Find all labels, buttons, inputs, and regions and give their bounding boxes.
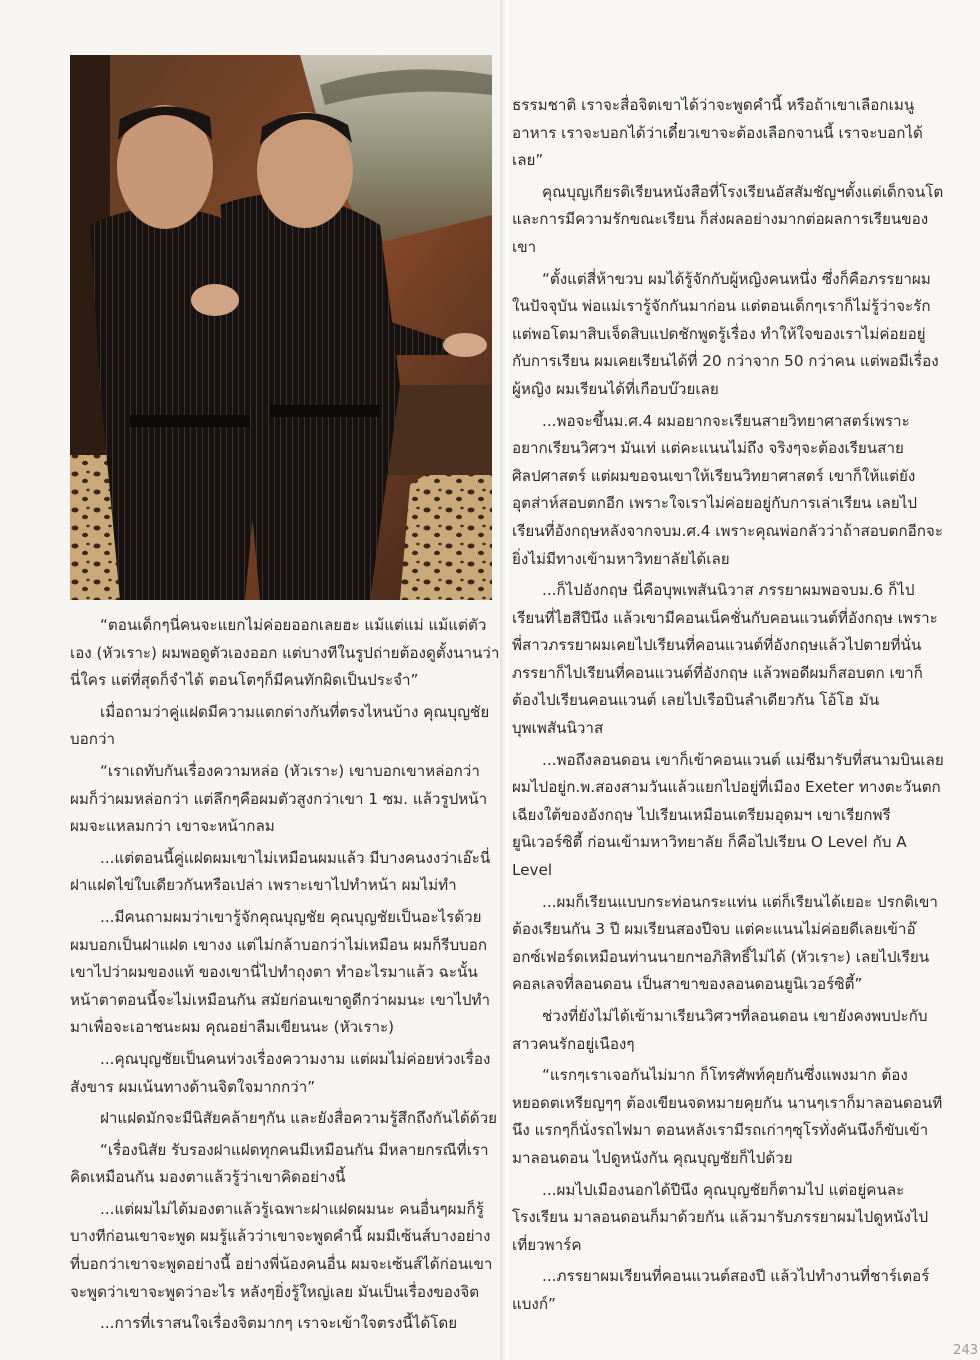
paragraph: ...แต่ตอนนี้คู่แฝดผมเขาไม่เหมือนผมแล้ว มีบางคนงงว่าเอ๊ะนี่ฝาแฝดไข่ใบเดียวกันหรือเปล่า เพราะเขาไปทำหน้า ผมไม่ทำ <box>70 848 491 895</box>
paragraph: ...คุณบุญชัยเป็นคนห่วงเรื่องความงาม แต่ผมไม่ค่อยห่วงเรื่องสังขาร ผมเน้นทางด้านจิตใจมากกว่า” <box>70 1049 491 1096</box>
paragraph: ...ผมไปเมืองนอกได้ปีนึง คุณบุญชัยก็ตามไป แต่อยู่คนละโรงเรียน มาลอนดอนก็มาด้วยกัน แล้วมารับภรรยาผมไปดูหนังไปเที่ยวพาร์ค <box>512 1180 929 1254</box>
paragraph: ฝาแฝดมักจะมีนิสัยคล้ายๆกัน และยังสื่อความรู้สึกถึงกันได้ด้วย <box>100 1109 498 1128</box>
paragraph: ...ภรรยาผมเรียนที่คอนแวนต์สองปี แล้วไปทำงานที่ชาร์เตอร์แบงก์” <box>512 1267 930 1313</box>
right-column-text <box>512 92 944 1323</box>
paragraph: ...ผมก็เรียนแบบกระท่อนกระแท่น แต่ก็เรียนได้เยอะ ปรกติเขาต้องเรียนกัน 3 ปี ผมเรียนสองปีจบ แต่คะแนนไม่ค่อยดีเลยเข้าอ๊อกซ์เฟอร์ดเหมือนท่านนายกฯอภิสิทธิ์ไม่ได้ (หัวเราะ) เลยไปเรียนคอลเลจที่ลอนดอน เป็นสาขาของลอนดอนยูนิเวอร์ซิตี้” <box>512 892 938 994</box>
paragraph: ...พอจะขึ้นม.ศ.4 ผมอยากจะเรียนสายวิทยาศาสตร์เพราะอยากเรียนวิศวฯ มันเท่ แต่คะแนนไม่ถึง จริงๆจะต้องเรียนสายศิลปศาสตร์ แต่ผมขอจนเขาให้เรียนวิทยาศาสตร์ เขาก็ให้แต่ยังอุตส่าห์สอบตกอีก เพราะใจเราไม่ค่อยอยู่กับการเล่าเรียน เลยไปเรียนที่อังกฤษหลังจากจบม.ศ.4 เพราะคุณพ่อกลัวว่าถ้าสอบตกอีกจะยิ่งไม่มีทางเข้ามหาวิทยาลัยได้เลย <box>512 411 943 568</box>
left-column-text <box>70 612 500 1342</box>
paragraph: ...การที่เราสนใจเรื่องจิตมากๆ เราจะเข้าใจตรงนี้ได้โดย <box>100 1314 458 1333</box>
paragraph: “ตอนเด็กๆนี่คนจะแยกไม่ค่อยออกเลยฮะ แม้แต่แม่ แม้แต่ตัวเอง (หัวเราะ) ผมพอดูตัวเองออก แต่บางทีในรูปถ่ายต้องดูตั้งนานว่านี่ใคร แต่ที่สุดก็จำได้ ตอนโตๆก็มีคนทักผิดเป็นประจำ” <box>70 616 500 690</box>
page-gutter <box>500 0 512 1360</box>
paragraph: ...ก็ไปอังกฤษ นี่คือบุพเพสันนิวาส ภรรยาผมพอจบม.6 ก็ไปเรียนที่ไฮสีปีนึง แล้วเขามีคอนเน็คชั่นกับคอนแวนต์ที่อังกฤษ เพราะพี่สาวภรรยาผมเคยไปเรียนที่คอนแวนต์ที่อังกฤษแล้วไปตายที่นั่น ภรรยาก็ไปเรียนที่คอนแวนต์ที่อังกฤษ แล้วพอดีผมก็สอบตก เขาก็ต้องไปเรียนคอนแวนต์ เลยไปเรือบินลำเดียวกัน โอ้โฮ มันบุพเพสันนิวาส <box>512 581 938 738</box>
paragraph: ...แต่ผมไม่ได้มองตาแล้วรู้เฉพาะฝาแฝดผมนะ คนอื่นๆผมก็รู้บางทีก่อนเขาจะพูด ผมรู้แล้วว่าเขาจะพูดคำนี้ ผมมีเซ้นส์บางอย่างที่บอกว่าเขาจะพูดอย่างนี้ อย่างพี่น้องคนอื่น ผมจะเซ้นส์ได้ก่อนเขาจะพูดว่าเขาจะพูดว่าอะไร หลังๆยิ่งรู้ใหญ่เลย มันเป็นเรื่องของจิต <box>70 1199 493 1301</box>
paragraph: คุณบุญเกียรติเรียนหนังสือที่โรงเรียนอัสสัมชัญฯตั้งแต่เด็กจนโต และการมีความรักขณะเรียน ก็ส่งผลอย่างมากต่อผลการเรียนของเขา <box>512 182 944 256</box>
page-number: 243 <box>953 1343 978 1358</box>
paragraph: ...พอถึงลอนดอน เขาก็เข้าคอนแวนต์ แม่ชีมารับที่สนามบินเลย ผมไปอยู่ก.พ.สองสามวันแล้วแยกไปอยู่ที่เมือง Exeter ทางตะวันตกเฉียงใต้ของอังกฤษ ไปเรียนเหมือนเตรียมอุดมฯ เขาเรียกพรี ยูนิเวอร์ซิตี้ ก่อนเข้ามหาวิทยาลัย ก็คือไปเรียน O Level กับ A Level <box>512 750 944 880</box>
paragraph: “ตั้งแต่สี่ห้าขวบ ผมได้รู้จักกับผู้หญิงคนหนึ่ง ซึ่งก็คือภรรยาผมในปัจจุบัน พ่อแม่เรารู้จักกันมาก่อน แต่ตอนเด็กๆเราก็ไม่รู้ว่าจะรัก แต่พอโตมาสิบเจ็ดสิบแปดชักพูดรู้เรื่อง ทำให้ใจของเราไม่ค่อยอยู่กับการเรียน ผมเคยเรียนได้ที่ 20 กว่าจาก 50 กว่าคน แต่พอมีเรื่องผู้หญิง ผมเรียนได้ที่เกือบบ๊วยเลย <box>512 269 939 398</box>
paragraph: “แรกๆเราเจอกันไม่มาก ก็โทรศัพท์คุยกันซึ่งแพงมาก ต้องหยอดตเหรียญๆๆ ต้องเขียนจดหมายคุยกัน นานๆเราก็มาลอนดอนทีนึง แรกๆก็นั่งรถไฟมา ตอนหลังเรามีรถเก่าๆซุโรทั่งคันนึงก็ขับเข้ามาลอนดอน ไปดูหนังกัน คุณบุญชัยก็ไปด้วย <box>512 1066 943 1167</box>
paragraph: เมื่อถามว่าคู่แฝดมีความแตกต่างกันที่ตรงไหนบ้าง คุณบุญชัยบอกว่า <box>70 702 490 749</box>
twins-photo <box>70 55 492 600</box>
paragraph: ธรรมชาติ เราจะสื่อจิตเขาได้ว่าจะพูดคำนี้ หรือถ้าเขาเลือกเมนูอาหาร เราจะบอกได้ว่าเดี๋ยวเขาจะต้องเลือกจานนี้ เราจะบอกได้เลย” <box>512 96 923 170</box>
paragraph: ...มีคนถามผมว่าเขารู้จักคุณบุญชัย คุณบุญชัยเป็นอะไรด้วย ผมบอกเป็นฝาแฝด เขางง แต่ไม่กล้าบอกว่าไม่เหมือน ผมก็รีบบอกเขาไปว่าผมของแท้ ของเขานี่ไปทำถุงตา ทำอะไรมาแล้ว ฉะนั้นหน้าตาตอนนี้จะไม่เหมือนกัน สมัยก่อนเขาดูดีกว่าผมนะ เขาไปทำมาเพื่อจะเอาชนะผม คุณอย่าลืมเขียนนะ (หัวเราะ) <box>70 907 491 1037</box>
paragraph: “เรื่องนิสัย รับรองฝาแฝดทุกคนมีเหมือนกัน มีหลายกรณีที่เราคิดเหมือนกัน มองตาแล้วรู้ว่าเขาคิดอย่างนี้ <box>70 1140 489 1187</box>
paragraph: “เราเถทับกันเรื่องความหล่อ (หัวเราะ) เขาบอกเขาหล่อกว่า ผมก็ว่าผมหล่อกว่า แต่ลึกๆคือผมตัวสูงกว่าเขา 1 ซม. แล้วรูปหน้าผมจะแหลมกว่า เขาจะหน้ากลม <box>70 761 488 836</box>
paragraph: ช่วงที่ยังไม่ได้เข้ามาเรียนวิศวฯที่ลอนดอน เขายังคงพบปะกับสาวคนรักอยู่เนืองๆ <box>512 1007 928 1053</box>
